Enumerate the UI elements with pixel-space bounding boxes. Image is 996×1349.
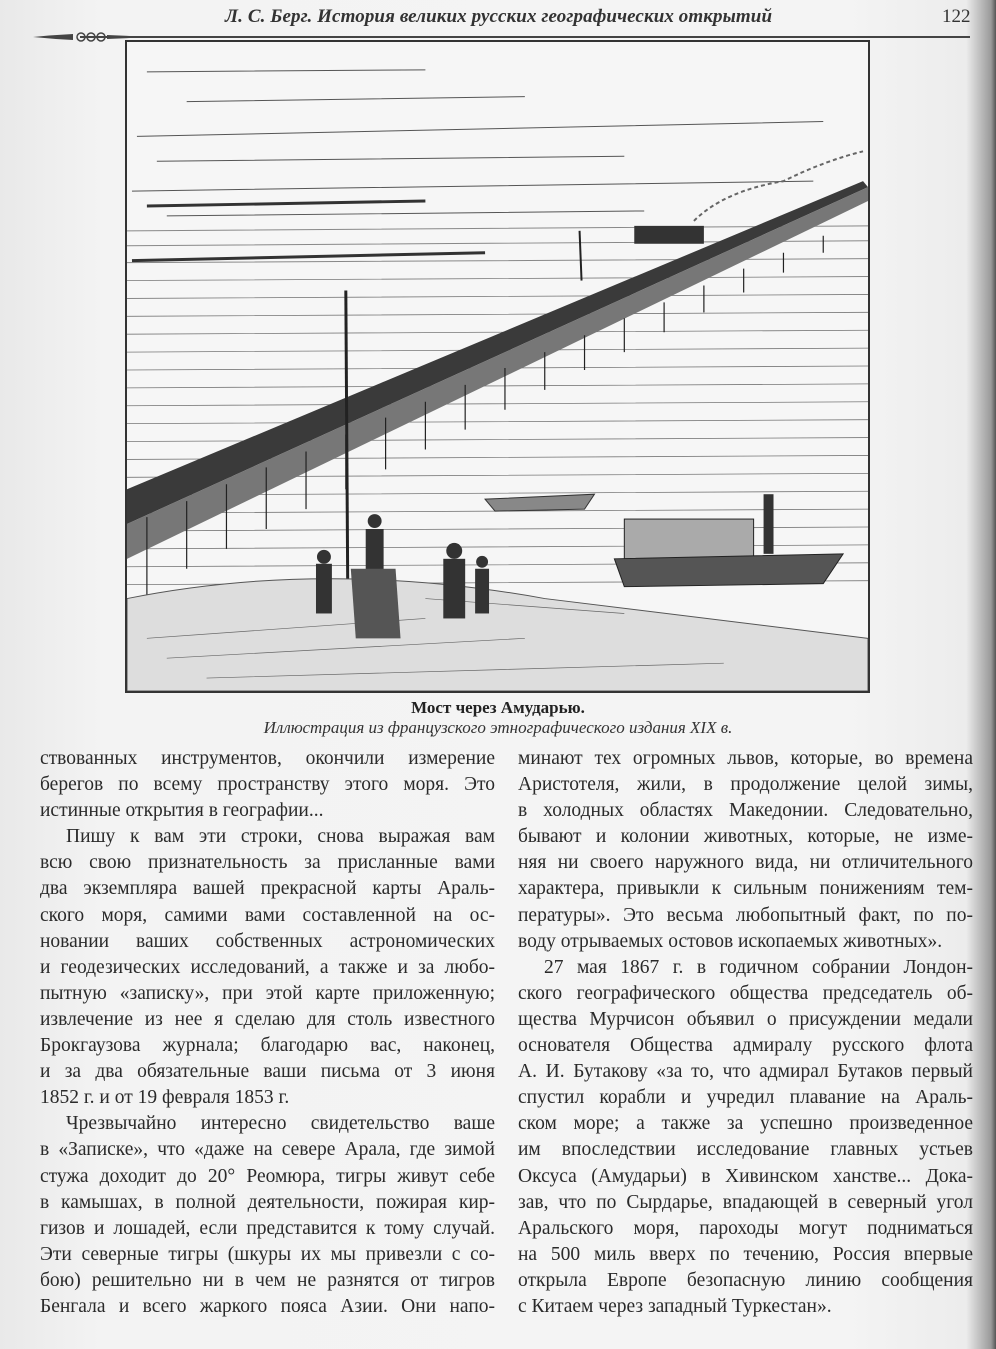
text-line: минают тех огромных львов, которые, во времена bbox=[518, 748, 973, 769]
page-number: 122 bbox=[942, 6, 971, 27]
text-column-right bbox=[518, 746, 973, 1320]
text-line: ского моря, самими вами составленной на ос- bbox=[40, 904, 495, 926]
text-line: берегов по всему пространству этого моря. Это bbox=[40, 774, 495, 796]
figure-caption-title: Мост через Амударью. bbox=[411, 698, 585, 717]
text-line: новании ваших собственных астрономических bbox=[40, 930, 495, 952]
text-line: Оксуса (Амударьи) в Хивинском ханстве... Дока- bbox=[518, 1165, 973, 1187]
text-line: Аральского моря, пароходы могут подниматься bbox=[518, 1217, 973, 1239]
text-line: Эти северные тигры (шкуры их мы привезли с со- bbox=[40, 1243, 495, 1265]
text-line: и за два обязательные ваши письма от 3 июня bbox=[40, 1061, 495, 1083]
text-line: няя ни своего наружного вида, ни отличительного bbox=[518, 852, 973, 874]
text-line: Аристотеля, жили, в продолжение целой зимы, bbox=[518, 774, 973, 796]
text-line: спустил корабли и учредил плавание на Араль- bbox=[518, 1087, 973, 1109]
running-title: Л. С. Берг. История великих русских географических открытий bbox=[225, 6, 773, 27]
text-line: в камышах, в полной деятельности, пожирая кир- bbox=[40, 1191, 495, 1213]
text-line: пытную «записку», при этой карте приложенную; bbox=[40, 982, 495, 1004]
text-line: с Китаем через западный Туркестан». bbox=[518, 1295, 832, 1317]
text-line: бывают и колонии животных, которые, не изме- bbox=[518, 826, 973, 848]
text-line: Пишу к вам эти строки, снова выражая вам bbox=[66, 826, 495, 848]
text-line: ского географического общества председатель об- bbox=[518, 982, 973, 1004]
text-line: щества Мурчисон объявил о присуждении медали bbox=[518, 1008, 973, 1030]
text-line: им впоследствии исследование главных устьев bbox=[518, 1139, 973, 1161]
text-line: ствованных инструментов, окончили измерение bbox=[40, 748, 495, 769]
text-line: на 500 миль вверх по течению, Россия впервые bbox=[518, 1243, 973, 1265]
text-line: в «Записке», что «даже на севере Арала, где зимой bbox=[40, 1139, 495, 1161]
text-line: в холодных областях Македонии. Следовательно, bbox=[518, 800, 973, 822]
text-line: открыла Европе безопасную линию сообщения bbox=[518, 1269, 973, 1291]
text-column-left bbox=[40, 746, 495, 1320]
text-line: Брокгаузова журнала; благодарю вас, наконец, bbox=[40, 1035, 495, 1057]
text-line: пературы». Это весьма любопытный факт, по по- bbox=[518, 904, 973, 926]
text-line: Чрезвычайно интересно свидетельство ваше bbox=[66, 1113, 495, 1135]
text-line: извлечение из нее я сделаю для столь известного bbox=[40, 1008, 495, 1030]
illustration-bridge-over-amu-darya bbox=[125, 40, 870, 693]
text-line: гизов и лошадей, если представится к тому случай. bbox=[40, 1217, 495, 1239]
text-line: воду отрываемых остовов ископаемых животных». bbox=[518, 930, 943, 952]
text-line: основателя Общества адмиралу русского флота bbox=[518, 1035, 973, 1057]
text-line: Бенгала и всего жаркого пояса Азии. Они напо- bbox=[40, 1295, 495, 1317]
text-line: 27 мая 1867 г. в годичном собрании Лондон- bbox=[544, 956, 973, 978]
text-line: два экземпляра вашей прекрасной карты Араль- bbox=[40, 878, 495, 900]
text-line: и геодезических исследований, а также и за любо- bbox=[40, 956, 495, 978]
text-line: А. И. Бутакову «за то, что адмирал Бутаков первый bbox=[518, 1061, 973, 1083]
text-line: всю свою признательность за присланные вами bbox=[40, 852, 495, 874]
text-line: зав, что по Сырдарье, впадающей в северный угол bbox=[518, 1191, 973, 1213]
text-line: характера, привыкли к сильным понижениям тем- bbox=[518, 878, 973, 900]
figure-caption-subtitle: Иллюстрация из французского этнографического издания XIX в. bbox=[263, 718, 733, 737]
text-line: 1852 г. и от 19 февраля 1853 г. bbox=[40, 1087, 290, 1109]
header-rule bbox=[80, 36, 970, 38]
text-line: истинные открытия в географии... bbox=[40, 800, 324, 822]
text-line: стужа доходит до 20° Реомюра, тигры живут себе bbox=[40, 1165, 495, 1187]
text-line: ском море; а также за успешно произведенное bbox=[518, 1113, 973, 1135]
text-line: бою) решительно ни в чем не разнятся от тигров bbox=[40, 1269, 495, 1291]
